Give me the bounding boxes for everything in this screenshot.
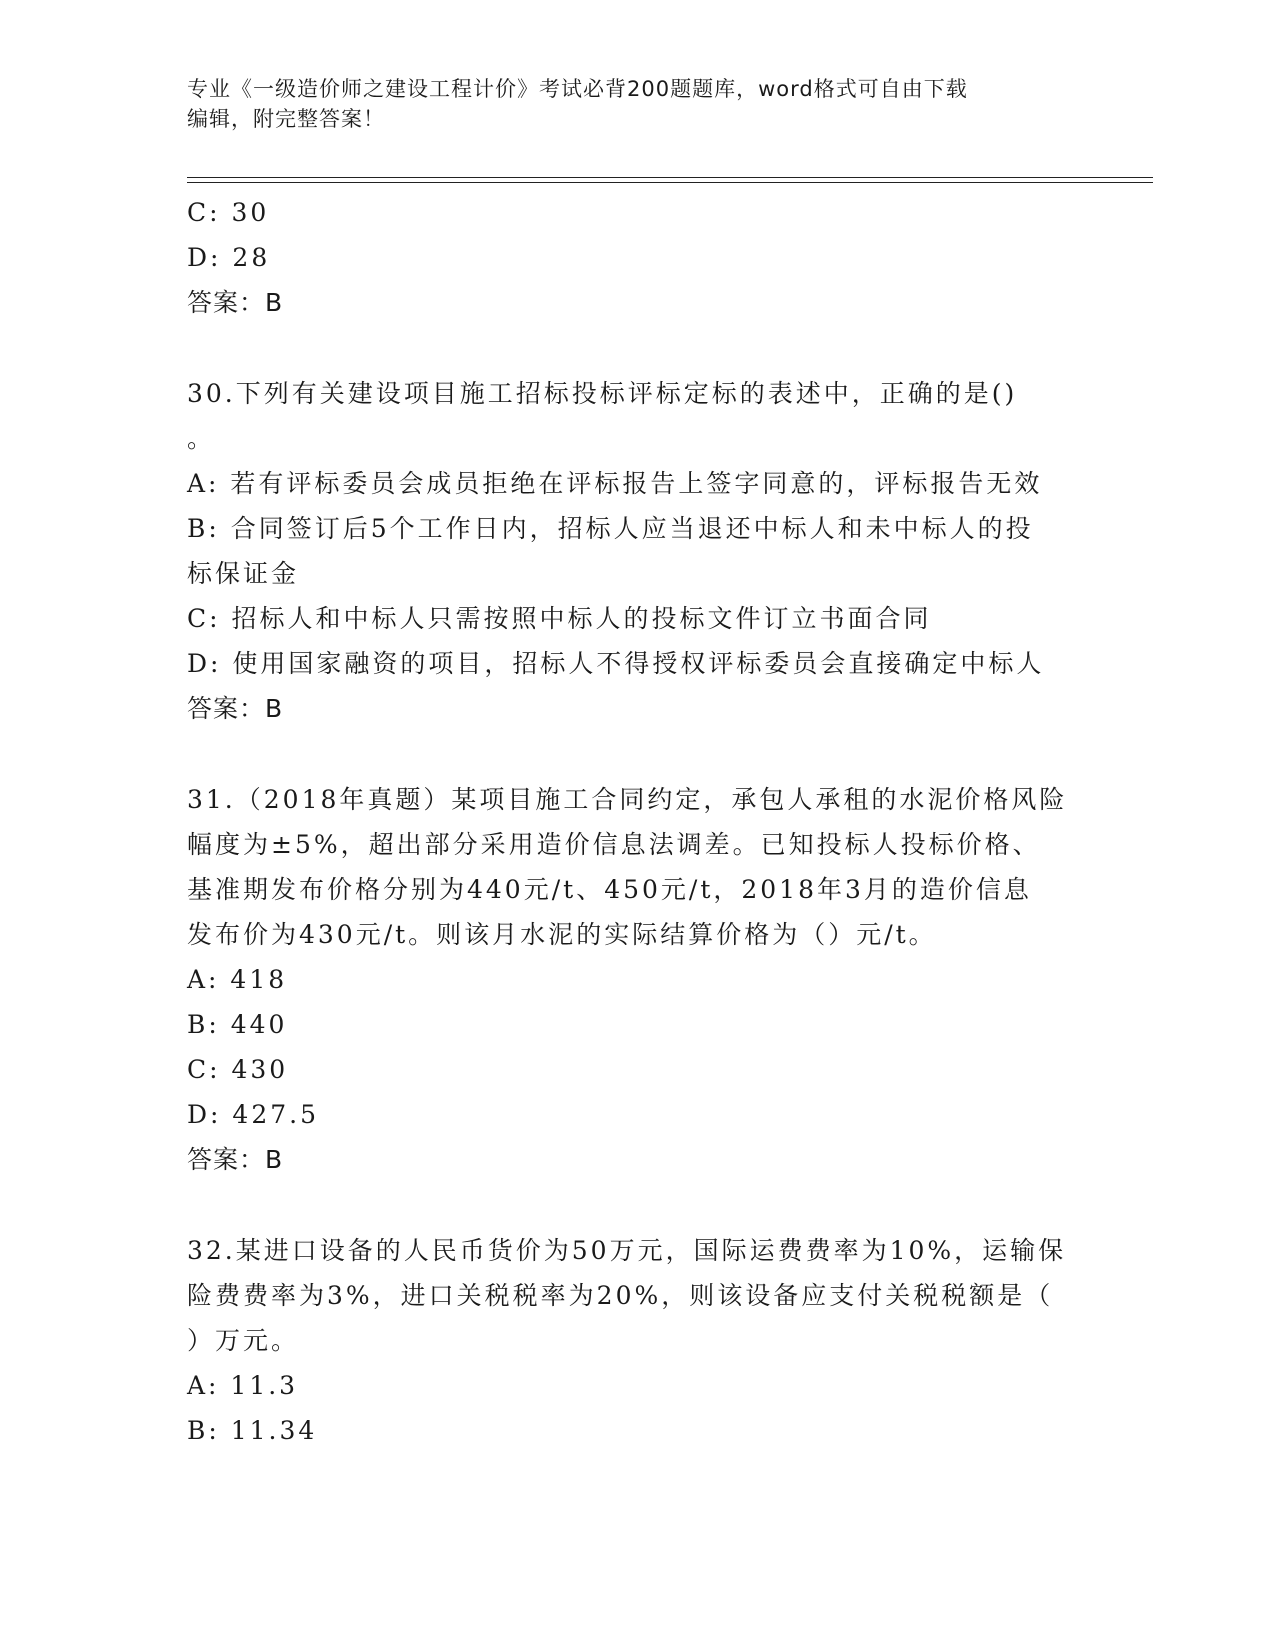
option-b-cont: 标保证金	[187, 559, 300, 588]
option-d: D: 使用国家融资的项目，招标人不得授权评标委员会直接确定中标人	[187, 649, 1045, 678]
spacer	[187, 1182, 1087, 1228]
question-stem-cont: ）万元。	[187, 1326, 300, 1355]
option-d: D: 28	[187, 243, 271, 272]
question-31	[187, 777, 1087, 1182]
spacer	[187, 731, 1087, 777]
answer-line: 答案：B	[187, 1145, 284, 1174]
answer-line: 答案：B	[187, 694, 284, 723]
option-b: B: 11.34	[187, 1416, 318, 1445]
answer-line: 答案：B	[187, 288, 284, 317]
document-body	[187, 190, 1087, 1453]
option-c: C: 430	[187, 1055, 289, 1084]
question-32	[187, 1228, 1087, 1453]
question-stem-cont: 基准期发布价格分别为440元/t、450元/t，2018年3月的造价信息	[187, 875, 1032, 904]
header-line-1: 专业《一级造价师之建设工程计价》考试必背200题题库，word格式可自由下载	[187, 77, 968, 101]
question-stem-cont: 幅度为±5%，超出部分采用造价信息法调差。已知投标人投标价格、	[187, 830, 1041, 859]
header-divider-bottom	[187, 182, 1153, 183]
question-stem: 31.（2018年真题）某项目施工合同约定，承包人承租的水泥价格风险	[187, 785, 1068, 814]
option-d: D: 427.5	[187, 1100, 319, 1129]
option-b: B: 合同签订后5个工作日内，招标人应当退还中标人和未中标人的投	[187, 514, 1034, 543]
header-divider-top	[187, 177, 1153, 178]
option-a: A: 若有评标委员会成员拒绝在评标报告上签字同意的，评标报告无效	[187, 469, 1043, 498]
question-30	[187, 371, 1087, 731]
document-header	[187, 74, 1067, 134]
header-line-2: 编辑，附完整答案！	[187, 107, 385, 131]
question-stem-cont: 险费费率为3%，进口关税税率为20%，则该设备应支付关税税额是（	[187, 1281, 1054, 1310]
question-stem-cont: 发布价为430元/t。则该月水泥的实际结算价格为（）元/t。	[187, 920, 937, 949]
option-c: C: 30	[187, 198, 270, 227]
option-b: B: 440	[187, 1010, 288, 1039]
question-stem: 30.下列有关建设项目施工招标投标评标定标的表述中，正确的是()	[187, 379, 1018, 408]
question-stem: 32.某进口设备的人民币货价为50万元，国际运费费率为10%，运输保	[187, 1236, 1067, 1265]
option-c: C: 招标人和中标人只需按照中标人的投标文件订立书面合同	[187, 604, 932, 633]
previous-question-tail	[187, 190, 1087, 325]
question-stem-cont: 。	[187, 424, 216, 453]
option-a: A: 418	[187, 965, 288, 994]
option-a: A: 11.3	[187, 1371, 299, 1400]
spacer	[187, 325, 1087, 371]
